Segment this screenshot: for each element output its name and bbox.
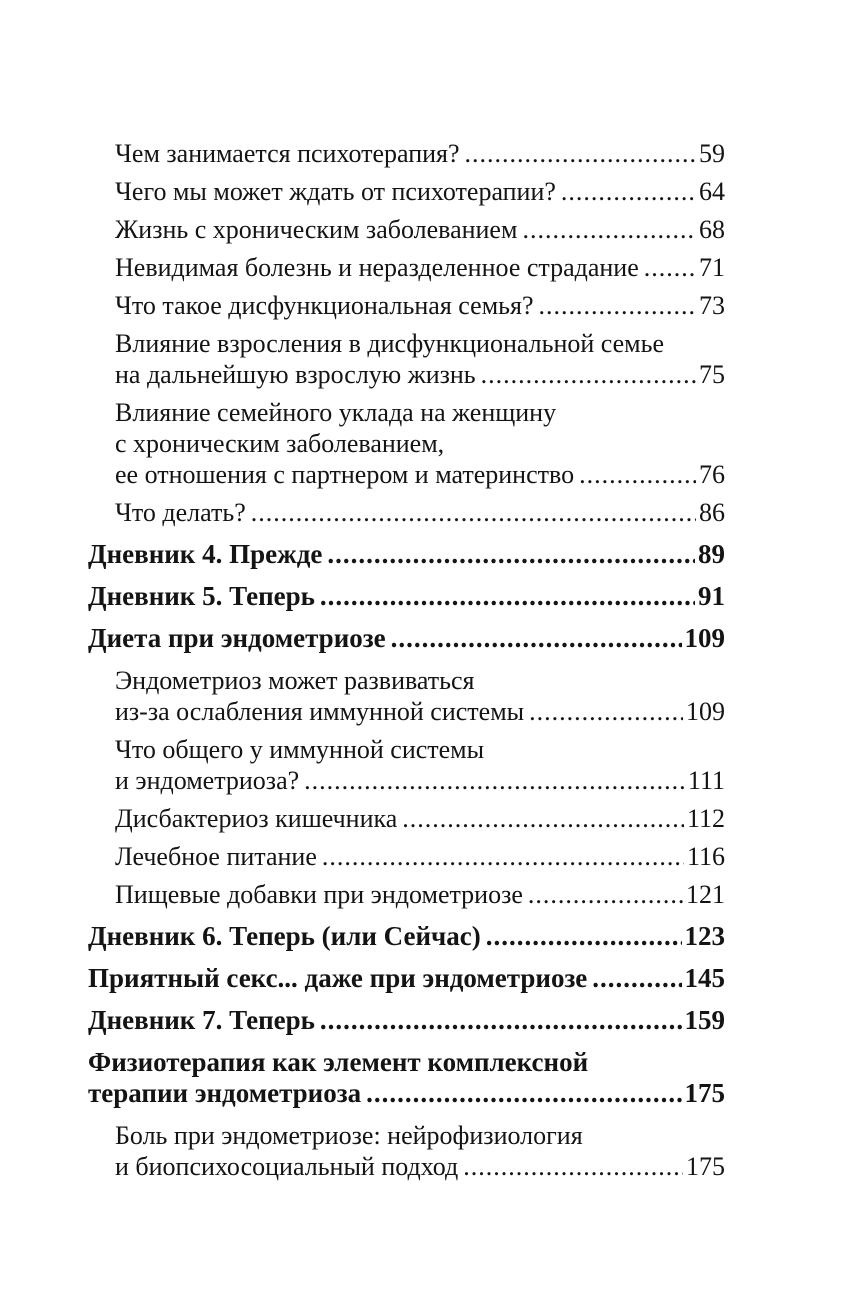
page-number: 175 (686, 1152, 725, 1181)
toc-entry (88, 1005, 725, 1036)
dot-leader (522, 214, 696, 245)
toc-entry-title: Невидимая болезнь и неразделенное страдание (115, 253, 639, 282)
toc-entry (88, 214, 725, 245)
toc-entry (88, 734, 725, 796)
toc-entry (88, 497, 725, 528)
dot-leader (251, 497, 696, 528)
toc-entry (88, 176, 725, 207)
page-number: 59 (699, 139, 725, 168)
toc-entry (88, 803, 725, 834)
toc-entry-last-line (88, 581, 725, 612)
toc-entry-title: терапии эндометриоза (88, 1078, 362, 1108)
page-number: 64 (699, 177, 725, 206)
toc-entry-title: Жизнь с хроническим заболеванием (115, 215, 518, 244)
dot-leader (529, 696, 683, 727)
toc-entry-title-line: с хроническим заболеванием, (115, 429, 445, 458)
toc-entry-last-line (115, 459, 725, 490)
toc-entry-last-line (115, 252, 725, 283)
toc-entry-title: Дневник 4. Прежде (88, 539, 323, 569)
toc-entry (88, 138, 725, 169)
page-number: 73 (699, 291, 725, 320)
toc-entry-title-line: Влияние взросления в дисфункциональной семье (115, 329, 665, 358)
toc-entry-title: из-за ослабления иммунной системы (115, 697, 525, 726)
toc-entry (88, 252, 725, 283)
toc-entry-last-line (115, 1151, 725, 1182)
toc-entry-last-line (115, 696, 725, 727)
toc-entry (88, 963, 725, 994)
dot-leader (366, 1078, 681, 1109)
toc-entry-title: и биопсихосоциальный подход (115, 1152, 459, 1181)
page-number: 121 (686, 880, 725, 909)
toc-entry (88, 1120, 725, 1182)
toc-entry (88, 397, 725, 490)
page-number: 75 (699, 360, 725, 389)
page-number: 109 (686, 697, 725, 726)
toc-entry-last-line (88, 921, 725, 952)
toc-entry-title-line: Что общего у иммунной системы (115, 735, 485, 764)
dot-leader (402, 803, 684, 834)
toc-entry-last-line (115, 290, 725, 321)
toc-entry-last-line (88, 539, 725, 570)
toc-entry-last-line (115, 841, 725, 872)
toc-entry (88, 328, 725, 390)
toc-entry-title: Лечебное питание (115, 842, 317, 871)
toc-entry-title: на дальнейшую взрослую жизнь (115, 360, 476, 389)
toc-entry-title-line: Влияние семейного уклада на женщину (115, 398, 557, 427)
toc-entry (88, 539, 725, 570)
page-number: 145 (684, 963, 725, 993)
dot-leader (322, 841, 684, 872)
toc-entry (88, 665, 725, 727)
toc-entry-title: и эндометриоза? (115, 766, 300, 795)
toc-entry-title: Дневник 6. Теперь (или Сейчас) (88, 921, 481, 951)
toc-entry-last-line (115, 803, 725, 834)
page-number: 116 (686, 842, 725, 871)
toc-entry-last-line (115, 359, 725, 390)
page-number: 175 (684, 1078, 725, 1108)
toc-entry-last-line (88, 1078, 725, 1109)
dot-leader (304, 765, 685, 796)
page-number: 123 (684, 921, 725, 951)
dot-leader (327, 539, 695, 570)
dot-leader (644, 252, 696, 283)
dot-leader (391, 623, 682, 654)
toc-entry-last-line (115, 214, 725, 245)
toc-entry-last-line (115, 765, 725, 796)
page-number: 159 (684, 1005, 725, 1035)
toc-entry-last-line (115, 138, 725, 169)
toc-entry-title-line: Боль при эндометриозе: нейрофизиология (115, 1121, 583, 1150)
dot-leader (320, 1005, 682, 1036)
toc-entry-title: Чем занимается психотерапия? (115, 139, 460, 168)
toc-entry (88, 581, 725, 612)
toc-entry-last-line (88, 963, 725, 994)
toc-entry (88, 841, 725, 872)
dot-leader (481, 359, 696, 390)
toc-entry (88, 290, 725, 321)
dot-leader (528, 879, 683, 910)
dot-leader (561, 176, 696, 207)
toc-entry-title-line: Эндометриоз может развиваться (115, 666, 475, 695)
toc-entry-title: Дневник 7. Теперь (88, 1005, 315, 1035)
toc-entry-last-line (115, 497, 725, 528)
page-number: 71 (699, 253, 725, 282)
toc-entry-title: Что делать? (115, 498, 246, 527)
toc-entry-last-line (115, 879, 725, 910)
page-number: 112 (686, 804, 725, 833)
toc-entry (88, 921, 725, 952)
toc-entry-title: Дисбактериоз кишечника (115, 804, 398, 833)
page-number: 68 (699, 215, 725, 244)
toc-entry-last-line (88, 623, 725, 654)
toc-entry-title: Диета при эндометриозе (88, 623, 386, 653)
toc-entry-title: Дневник 5. Теперь (88, 581, 315, 611)
page-number: 86 (699, 498, 725, 527)
toc-entry-title-line: Физиотерапия как элемент комплексной (88, 1047, 589, 1077)
toc-entry (88, 623, 725, 654)
dot-leader (486, 921, 682, 952)
toc-entry-last-line (88, 1005, 725, 1036)
page-number: 109 (684, 623, 725, 653)
toc-entry (88, 879, 725, 910)
page-number: 111 (687, 766, 725, 795)
toc-entry-title: ее отношения с партнером и материнство (115, 460, 575, 489)
toc-list (88, 138, 725, 1182)
dot-leader (592, 963, 681, 994)
page-number: 91 (698, 581, 725, 611)
toc-entry-title: Приятный секс... даже при эндометриозе (88, 963, 588, 993)
dot-leader (463, 1151, 683, 1182)
page-number: 76 (699, 460, 725, 489)
toc-entry-title: Что такое дисфункциональная семья? (115, 291, 534, 320)
dot-leader (579, 459, 696, 490)
dot-leader (320, 581, 695, 612)
toc-entry-title: Чего мы может ждать от психотерапии? (115, 177, 556, 206)
toc-entry (88, 1047, 725, 1109)
dot-leader (539, 290, 696, 321)
toc-entry-title: Пищевые добавки при эндометриозе (115, 880, 523, 909)
page-number: 89 (698, 539, 725, 569)
dot-leader (465, 138, 696, 169)
toc-entry-last-line (115, 176, 725, 207)
